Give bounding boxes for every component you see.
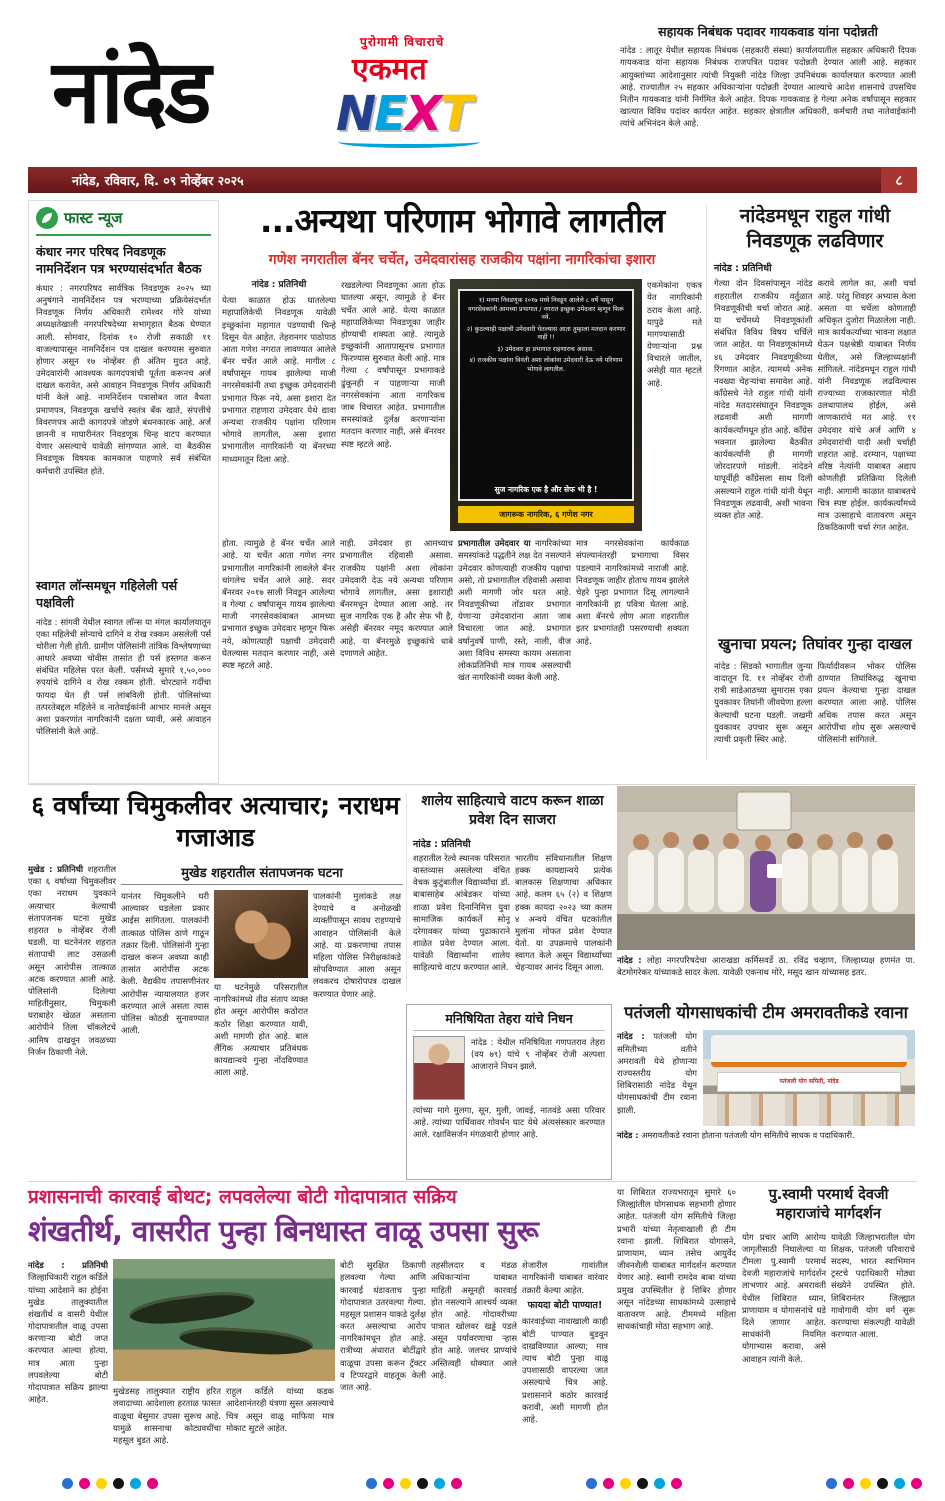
banner-yellow-strip: जागरूक नागरिक, ६ गणेश नगर (458, 506, 634, 523)
obituary-body-2: त्यांच्या मागे मुलगा, सून, मुली, जावई, नातवंडे असा परिवार आहे. त्यांच्या पार्थिवावर गोवर्धन घाट येथे अंत्यसंस्कार करण्यात आले. रक्षाविसर्जन मंगळवारी होणार आहे. (413, 1105, 605, 1140)
sand-column-4: तहसीलदार व मंडळ अधिकाऱ्यांना याबाबत माहिती असूनही कारवाई होत नसल्याने आश्चर्य व्यक्त होत आहे. गोदावरीच्या पात्रात खोलवर खड्डे पडले असून पर्यावरणाचा ऱ्हास होत आहे. जलचर प्राण्यांचे अस्तित्वही धोक्यात आले आहे. (431, 1260, 517, 1380)
fast-news-body-1: कंधार : नगरपरिषद सार्वत्रिक निवडणूक २०२५ च्या अनुषंगाने नामनिर्देशन पत्र भरण्याच्या प्रक्रियेसंदर्भात निवडणूक निर्णय अधिकारी रामेश्वर गोरे यांच्या अध्यक्षतेखाली नगरपरिषदेच्या सभागृहात बैठक घेण्यात आली. सोमवार, दिनांक १० रोजी सकाळी ११ वाजल्यापासून नामनिर्देशन पत्र दाखल करण्यास सुरुवात होणार असून १७ नोव्हेंबर ही अंतिम मुदत आहे. उमेदवारांनी आवश्यक कागदपत्रांची पूर्तता करूनच अर्ज दाखल करावेत, असे आवाहन निवडणूक निर्णय अधिकारी यांनी केले आहे. नामनिर्देशन पत्रासोबत जात वैधता प्रमाणपत्र, निवडणूक खर्चाचे स्वतंत्र बँक खाते, संपत्तीचे विवरणपत्र आदी कागदपत्रे जोडणे बंधनकारक आहे. अर्ज छाननी व माघारीनंतर निवडणूक चिन्ह वाटप करण्यात येणार असल्याचे यावेळी सांगण्यात आले. या बैठकीस निवडणूक विषयक कामकाज पाहणारे सर्व संबंधित कर्मचारी उपस्थित होते. (36, 282, 211, 476)
brief-headline: सहायक निबंधक पदावर गायकवाड यांना पदोन्नती (658, 24, 878, 39)
assault-column-3 (214, 890, 308, 1162)
leaf-icon (36, 207, 58, 229)
lead-story (222, 202, 702, 743)
lead-column-f-boldlead: प्रभागातील उमेदवार या (458, 538, 531, 549)
rahul-headline: नांदेडमधून राहुल गांधी निवडणूक लढविणार (739, 205, 891, 252)
lead-headline: ...अन्यथा परिणाम भोगावे लागतील (259, 201, 665, 240)
registration-dot (113, 1478, 124, 1489)
lead-column-a (222, 279, 336, 531)
edition-dateline: नांदेड, रविवार, दि. ०९ नोव्हेंबर २०२५ (72, 172, 244, 188)
next-letter-e: E (374, 86, 405, 142)
sand-column-5 (522, 1259, 608, 1459)
patanjali-intro-text: पतंजली योग समितीच्या वतीने अमरावती येथे होणाऱ्या राज्यस्तरीय योग शिबिरासाठी नांदेड येथून योगसाधकांची टीम रवाना झाली. (617, 1031, 697, 1115)
swami-column-1: योग प्रचार आणि आरोग्य जागृतीसाठी निघालेल्या या टीमला पु.स्वामी परमार्थ देवजी महाराजांचे मार्गदर्शन लाभणार आहे. अमरावती येथील शिबिरात ध्यान, प्राणायाम व योगासनांचे धडे दिले जाणार आहेत. साधकांनी नियमित योगाभ्यास करावा, असे आवाहन त्यांनी केले. (742, 1231, 826, 1364)
section-divider-bottom (28, 1181, 917, 1182)
registration-dot (894, 1478, 905, 1489)
sand-under-column-1: मुखेडसह तालुक्यात राष्ट्रीय हरित लवादाच्या आदेशाला हरताळ फासत वाळूचा बेसुमार उपसा सुरूच आहे. यामुळे शासनाचा कोट्यवधींचा महसूल बुडत आहे. (113, 1386, 221, 1445)
sand-dateline: नांदेड : प्रतिनिधी (28, 1260, 108, 1271)
obituary-headline: मनिषियिता तेहरा यांचे निधन (413, 1010, 605, 1031)
lead-column-d: होता. त्यामुळे हे बॅनर चर्चेत आले आहे. या चर्चेत आता गणेश नगर प्रभागातील नागरिकांनी लावलेले बॅनर चांगलेच चर्चेत आले आहे. सदर बॅनरवर २०१७ साली निवडून आलेल्या व गेल्या ८ वर्षांपासून गायब झालेल्या माजी नगरसेवकांबाबत आमच्या प्रभागात इच्छुक उमेदवार म्हणून फिरू नये, कोणत्याही पक्षाची उमेदवारी घेतल्यास मतदान करणार नाही, असे स्पष्ट म्हटले आहे. (222, 538, 335, 670)
swami-story (742, 1186, 915, 1461)
swami-columns (742, 1231, 915, 1461)
assault-middle-block (121, 863, 403, 1175)
registration-dot (826, 1478, 837, 1489)
boat-shape-2 (178, 1324, 313, 1357)
assault-column-1 (28, 863, 116, 1175)
patanjali-caption-lead: नांदेड : (617, 1130, 639, 1141)
obituary-row (413, 1036, 605, 1100)
registration-dot (79, 1478, 90, 1489)
banner-line-3: ३) उमेदवार हा प्रभागात राहणाराच असावा. (497, 345, 595, 353)
crime-column-2: फिर्यादीवरून भोकर पोलिस ठाण्यात तिघांविरुद्ध खुनाचा प्रयत्न केल्याचा गुन्हा दाखल करण्यात आला आहे. पोलिस अधिक तपास करत असून आरोपींचा शोध सुरू असल्याचे पोलिसांनी सांगितले. (817, 660, 916, 744)
school-columns (413, 852, 612, 992)
school-column-1: शहरातील रेल्वे स्थानक परिसरात वास्तव्यास असलेल्या वंचित वेचक कुटुंबातील विद्यार्थ्यांचा डॉ. बाबासाहेब आंबेडकर यांच्या शाळा प्रवेश दिनानिमित्त युवा सामाजिक कार्यकर्ते सोनू दरेगावकर यांच्या पुढाकाराने शाळेत प्रवेश देण्यात आला. यावेळी विद्यार्थ्यांना शालेय साहित्याचे वाटप करण्यात आले. (413, 852, 510, 973)
registration-dot (62, 1478, 73, 1489)
masthead-brand: एकमत (352, 52, 427, 87)
assault-middle-columns (121, 890, 403, 1162)
registration-dot (451, 1478, 462, 1489)
hands-photo (214, 890, 308, 978)
obituary-box (406, 1004, 612, 1180)
section-divider-top (28, 784, 917, 785)
assault-column-3-text: या घटनेमुळे परिसरातील नागरिकांमध्ये तीव्र संताप व्यक्त होत असून आरोपीस कठोरात कठोर शिक्षा करण्यात यावी, अशी मागणी होत आहे. बाल लैंगिक अत्याचार प्रतिबंधक कायद्यान्वये गुन्हा नोंदविण्यात आला आहे. (214, 982, 308, 1078)
next-letter-t: T (439, 86, 471, 142)
obituary-portrait-photo (413, 1036, 465, 1100)
promotion-brief-article (620, 24, 916, 166)
registration-dot (637, 1478, 648, 1489)
lead-column-e: नाही. उमेदवार हा आमच्याच प्रभागातील रहिवासी असावा. राजकीय पक्षांनी अशा लोकांना उमेदवारी देऊ नये अन्यथा परिणाम भोगावे लागतील, असा इशाराही बॅनरमधून देण्यात आला आहे. तर सुज नागरिक एक है और सेफ भी है, असेही बॅनरवर नमूद करण्यात आले आहे. या बॅनरमुळे इच्छुकांचे धाबे दणाणले आहेत. (340, 538, 453, 658)
patanjali-caption (617, 1130, 915, 1141)
print-registration-marks-left (62, 1478, 158, 1489)
sand-photo-block (113, 1259, 335, 1459)
school-dateline: नांदेड : प्रतिनिधी (413, 838, 471, 850)
registration-dot (366, 1478, 377, 1489)
lead-dateline: नांदेड : प्रतिनिधी (251, 280, 307, 291)
registration-dot (417, 1478, 428, 1489)
lead-column-c: एकमेकांना एकत्र येत नागरिकांनी ठराव केला आहे. यापुढे मते मागण्यासाठी येणाऱ्यांना प्रश्न विचारले जातील, असेही यात म्हटले आहे. (647, 280, 702, 388)
masthead-tagline: पुरोगामी विचाराचे (360, 35, 445, 49)
fast-news-header (36, 207, 211, 236)
school-story (406, 792, 612, 992)
date-bar (28, 167, 917, 193)
swami-column-2: यावेळी जिल्हाभरातील योग शिक्षक, पतंजली परिवाराचे सदस्य, भारत स्वाभिमान ट्रस्टचे पदाधिकारी मोठ्या संख्येने उपस्थित होते. शिबिरानंतर जिल्ह्यात गावोगावी योग वर्ग सुरू करण्याचा संकल्पही यावेळी करण्यात आला. (831, 1231, 915, 1340)
swami-headline: पु.स्वामी परमार्थ देवजी महाराजांचे मार्गदर्शन (768, 1187, 889, 1222)
fast-news-panel (28, 200, 219, 784)
right-column (706, 204, 916, 760)
sand-column-5-text-a: शेजारील गावांतील नागरिकांनी याबाबत वारंवार तक्रारी केल्या आहेत. (522, 1260, 608, 1295)
lead-column-b: रखडलेल्या निवडणूका आता होऊ घातल्या असून, त्यामुळे हे बॅनर चर्चेत आले आहे. येत्या काळात महापालिकेच्या निवडणूका जाहीर होण्याची शक्यता आहे. त्यामुळे इच्छुकांनी आतापासूनच प्रभागात फिरण्यास सुरुवात केली आहे. मात्र गेल्या ८ वर्षांपासून प्रभागाकडे ढुंकूनही न पाहणाऱ्या माजी नगरसेवकांना आता नागरिकच जाब विचारत आहेत. प्रभागातील समस्यांकडे दुर्लक्ष करणाऱ्यांना मतदान करणार नाही, असे बॅनरवर स्पष्ट म्हटले आहे. (341, 280, 445, 449)
boats-photo (113, 1259, 335, 1381)
print-registration-marks-right-center (586, 1478, 682, 1489)
assault-kicker: मुखेड शहरातील संतापजनक घटना (121, 863, 403, 885)
newspaper-title: नांदेड (52, 40, 209, 143)
banner-photo (450, 279, 642, 531)
patanjali-caption-text: अमरावतीकडे रवाना होताना पतंजली योग समितीचे साधक व पदाधिकारी. (641, 1130, 855, 1141)
assault-body (28, 863, 403, 1175)
registration-dot (620, 1478, 631, 1489)
fast-news-label: फास्ट न्यूज (64, 209, 123, 227)
rahul-columns (714, 277, 916, 625)
registration-dot (130, 1478, 141, 1489)
lead-top-row (222, 279, 702, 531)
sand-mining-story (28, 1186, 613, 1459)
patanjali-continuation-column: या शिबिरात राज्यभरातून सुमारे ६० जिल्ह्यांतील योगसाधक सहभागी होणार आहेत. पतंजली योग समितीचे जिल्हा प्रभारी यांच्या नेतृत्वाखाली ही टीम रवाना झाली. शिबिरात योगासने, प्राणायाम, ध्यान तसेच आयुर्वेद जीवनशैली याबाबत मार्गदर्शन करण्यात येणार आहे. स्वामी रामदेव बाबा यांच्या प्रमुख उपस्थितीत हे शिबिर होणार असून नांदेडच्या साधकांमध्ये उत्साहाचे वातावरण आहे. टीममध्ये महिला साधकांचाही मोठा सहभाग आहे. (617, 1187, 736, 1332)
registration-dot (860, 1478, 871, 1489)
registration-dot (877, 1478, 888, 1489)
banner-slogan: सुज नागरिक एक है और सेफ भी है ! (494, 485, 598, 495)
patanjali-headline: पतंजली योगसाधकांची टीम अमरावतीकडे रवाना (624, 1003, 908, 1022)
registration-dot (586, 1478, 597, 1489)
sand-headline: शंखतीर्थ, वासरीत पुन्हा बिनधास्त वाळू उपसा सुरू (28, 1213, 539, 1248)
registration-dot (671, 1478, 682, 1489)
sand-under-column-2: राहुल कर्डिले यांच्या कडक आदेशानंतरही यंत्रणा सुस्त असल्याचे चित्र असून वाळू माफिया मात्र मोकाट सुटले आहेत. (226, 1386, 334, 1433)
page-number: ८ (881, 167, 917, 193)
obituary-body-1: नांदेड : येथील मनिषियिता गणपतराव तेहरा (वय ७९) यांचे ९ नोव्हेंबर रोजी अल्पशा आजाराने निधन झाले. (471, 1037, 605, 1072)
group-photo (617, 786, 915, 950)
next-swoosh-decoration (338, 136, 480, 148)
assault-story (28, 790, 403, 1175)
patanjali-people-row (703, 1094, 915, 1126)
assault-column-2: यानंतर चिमुकलीने घरी आल्यावर घडलेला प्रकार आईस सांगितला. पालकांनी तात्काळ पोलिस ठाणे गाठून तक्रार दिली. पोलिसांनी गुन्हा दाखल करून अवघ्या काही तासांत आरोपीस अटक केली. वैद्यकीय तपासणीनंतर आरोपीस न्यायालयात हजर करण्यात आले असता त्यास पोलिस कोठडी सुनावण्यात आली. (121, 891, 209, 1036)
registration-dot (843, 1478, 854, 1489)
lead-subhead: गणेश नगरातील बॅनर चर्चेत, उमेदवारांसह राजकीय पक्षांना नागरिकांचा इशारा (268, 251, 656, 268)
next-logo (336, 86, 471, 142)
banner-line-2: २) कुठल्याही पक्षाची उमेदवारी घेतल्यास आता तुम्हाला मतदान करणार नाही !! (466, 325, 626, 342)
banner-line-1: १) मनपा निवडणूक २०१७ मध्ये निवडून आलेले ८ वर्षे पासून नगरसेवकांनी आमच्या प्रभागात / नगरात इच्छुक उमेदवार म्हणून फिरू नये. (468, 297, 624, 322)
assault-dateline: मुखेड : प्रतिनिधी (28, 864, 84, 874)
group-photo-caption (617, 954, 915, 978)
registration-dot (96, 1478, 107, 1489)
brief-body: नांदेड : लातूर येथील सहायक निबंधक (सहकारी संस्था) कार्यालयातील सहकार अधिकारी दिपक गायकवाड यांना सहायक निबंधक राजपत्रित पदावर पदोन्नती देण्यात आली आहे. सहकार आयुक्तांच्या आदेशानुसार त्यांची नियुक्ती नांदेड जिल्हा उपनिबंधक कार्यालयात करण्यात आली आहे. राज्यातील २५ सहकार अधिकाऱ्यांना पदोन्नती देण्यात आल्याचे आदेश शासनाचे उपसचिव नितीन गायकवाड यांनी निर्गमित केले आहेत. दिपक गायकवाड हे गेल्या अनेक वर्षांपासून सहकार खात्यात विविध पदांवर कार्यरत आहेत. सहकार क्षेत्रातील अधिकारी, कर्मचारी तथा नातेवाईकांनी त्यांचे अभिनंदन केले आहे. (620, 45, 916, 129)
next-letter-x: X (404, 86, 440, 142)
boat-shape-1 (128, 1288, 256, 1329)
registration-dot (434, 1478, 445, 1489)
rahul-dateline: नांदेड : प्रतिनिधी (714, 263, 772, 275)
lead-column-a-text: येत्या काळात होऊ घातलेल्या महापालिकेची निवडणूक यावेळी इच्छुकांना महागात पडण्याची चिन्हे दिसून येत आहेत. तेहरानगर पाठोपाठ आता गणेश नगरात लावण्यात आलेले बॅनर चर्चेत आले आहे. मागील ८ वर्षांपासून गायब झालेल्या माजी नगरसेवकांनी तथा इच्छुक उमेदवारांनी प्रभागात फिरू नये, असा इशारा देत प्रभागात राहणारा उमेदवार येथे द्यावा अन्यथा राजकीय पक्षांना परिणाम भोगावे लागतील, असा इशारा प्रभागातील नागरिकांनी या बॅनरच्या माध्यमातून दिला आहे. (222, 295, 336, 464)
crime-columns (714, 660, 916, 760)
lead-column-g: मात्र नगरसेवकांना कार्यकाळ संपल्यानंतरही प्रभागाचा विसर पडल्याने नागरिकांमध्ये नाराजी आहे. निवडणूक जाहीर होताच गायब झालेले चेहरे पुन्हा प्रभागात दिसू लागल्याने नागरिकांनी हा पवित्रा घेतला आहे. अशा बॅनरचे लोण आता शहरातील इतर प्रभागांतही पसरण्याची शक्यता आहे. (576, 538, 689, 646)
registration-dot (383, 1478, 394, 1489)
lead-column-f-text: नागरिकांच्या समस्यांकडे पद्धतीने लक्ष देत नसल्याने उमेदवार कोणत्याही राजकीय पक्षाचा असो, तो प्रभागातील रहिवासी असावा अशी मागणी जोर धरत आहे. निवडणूकीच्या तोंडावर प्रभागात येणाऱ्या उमेदवारांना आता जाब विचारला जात आहे. प्रभागात वर्षानुवर्षे पाणी, रस्ते, नाली, वीज अशा विविध समस्या कायम असताना लोकप्रतिनिधी मात्र गायब असल्याची खंत नागरिकांनी व्यक्त केली आहे. (458, 538, 571, 683)
registration-dot (654, 1478, 665, 1489)
school-column-2: भारतीय संविधानातील शिक्षण हक्क कायद्यान्वये प्रत्येक बालकास शिक्षणाचा अधिकार आहे. कलम ६५ (२) व शिक्षण हक्क कायदा २०२३ च्या कलम ४ अन्वये वंचित घटकांतील मुलांना मोफत प्रवेश देण्यात येतो. या उपक्रमाचे पालकांनी स्वागत केले असून विद्यार्थ्यांच्या चेहऱ्यावर आनंद दिसून आला. (515, 852, 612, 973)
registration-dot (911, 1478, 922, 1489)
patanjali-story (617, 1002, 915, 1142)
sand-column-5-text-b: कारवाईच्या नावाखाली काही बोटी पाण्यात बुडवून दाखविण्यात आल्या; मात्र त्याच बोटी पुन्हा वाळू उपशासाठी वापरल्या जात असल्याचे चित्र आहे. प्रशासनाने कठोर कारवाई करावी, अशी मागणी होत आहे. (522, 1316, 608, 1424)
group-photo-illustration (617, 786, 915, 950)
bus-shape (711, 1035, 907, 1067)
sand-subhead: फायदा बोटी पाण्यात! (527, 1299, 603, 1311)
patanjali-row (617, 1030, 915, 1126)
patanjali-photo (703, 1030, 915, 1126)
sand-body (28, 1259, 613, 1459)
sand-under-photo-columns (113, 1385, 335, 1457)
patanjali-dateline: नांदेड : (617, 1031, 645, 1042)
sand-strapline: प्रशासनाची कारवाई बोथट; लपवलेल्या बोटी गोदापात्रात सक्रिय (28, 1186, 457, 1208)
assault-column-1-text: शहरातील एका ६ वर्षाच्या चिमुकलीवर एका नराधम युवकाने अत्याचार केल्याची संतापजनक घटना मुखेड शहरात ७ नोव्हेंबर रोजी घडली. या घटनेनंतर शहरात संतापाची लाट उसळली असून आरोपीस तात्काळ अटक करण्यात आली आहे. पोलिसांनी दिलेल्या माहितीनुसार, चिमुकली घराबाहेर खेळत असताना आरोपीने तिला चॉकलेटचे आमिष दाखवून जवळच्या निर्जन ठिकाणी नेले. (28, 864, 116, 1057)
next-letter-n: N (336, 86, 375, 142)
registration-dot (147, 1478, 158, 1489)
group-photo-caption-text: लोहा नगरपरिषदेचा आराखडा कर्मिसवर्डे ठा. रविंद्र चव्हाण, जिल्हाध्यक्ष हणमंत पा. बेटमोगरेकर यांच्याकडे सादर केला. यावेळी एकनाथ मोरे, मसूद खान यांच्यासह इतर. (617, 955, 915, 978)
lead-column-f (458, 537, 571, 743)
patanjali-intro-column (617, 1030, 697, 1126)
registration-dot (603, 1478, 614, 1489)
lead-bottom-row (222, 537, 702, 743)
rahul-column-1: गेल्या दोन दिवसांपासून नांदेड शहरातील राजकीय वर्तुळात निवडणूकीची चर्चा जोरात आहे. या चर्चेमध्ये निवडणूकांशी संबंधित विविध विषय चर्चिले जात आहेत. या निवडणूकांमध्ये ४६ उमेदवार निवडणूकीच्या रिंगणात आहेत. त्यामध्ये अनेक नवख्या चेहऱ्यांचा समावेश आहे. काँग्रेसचे नेते राहुल गांधी यांनी नांदेड मतदारसंघातून निवडणूक लढवावी अशी मागणी कार्यकर्त्यांमधून होत आहे. काँग्रेस भवनात झालेल्या बैठकीत कार्यकर्त्यांनी ही मागणी जोरदारपणे मांडली. नांदेडने यापूर्वीही काँग्रेसला साथ दिली असल्याने राहुल गांधी यांनी येथून निवडणूक लढवावी, अशी भावना व्यक्त होत आहे. (714, 278, 813, 520)
sand-column-3: बोटी सुरक्षित ठिकाणी हलवल्या गेल्या आणि कारवाई थंडावताच पुन्हा गोदापात्रात उतरवल्या गेल्या. महसूल प्रशासन याकडे दुर्लक्ष करत असल्याचा आरोप नागरिकांमधून होत आहे. रात्रीच्या अंधारात बोटींद्वारे वाळूचा उपसा करून ट्रॅक्टर व टिप्परद्वारे वाहतूक केली जात आहे. (340, 1260, 426, 1393)
fast-news-headline-2: स्वागत लॉन्समधून गहिलेली पर्स पक्षविली (36, 577, 178, 610)
school-headline: शालेय साहित्याचे वाटप करून शाळा प्रवेश दिन साजरा (421, 793, 604, 828)
print-registration-marks-right (826, 1478, 922, 1489)
group-photo-caption-lead: नांदेड : (617, 955, 642, 965)
assault-headline: ६ वर्षांच्या चिमुकलीवर अत्याचार; नराधम गजाआड (31, 791, 400, 852)
fast-news-headline-1: कंधार नगर परिषद निवडणूक नामनिर्देशन पत्र भरण्यासंदर्भात बैठक (36, 244, 202, 276)
assault-column-4: पालकांनी मुलांकडे लक्ष देण्याचे व अनोळखी व्यक्तींपासून सावध राहण्याचे आवाहन पोलिसांनी केले आहे. या प्रकरणाचा तपास महिला पोलिस निरीक्षकांकडे सोपविण्यात आला असून लवकरच दोषारोपपत्र दाखल करण्यात येणार आहे. (313, 891, 401, 999)
patanjali-banner-text: पतंजली योग समिती, नांदेड (717, 1072, 901, 1092)
crime-column-1: नांदेड : सिडको भागातील जुन्या वादातून दि. ११ नोव्हेंबर रोजी रात्री साडेआठच्या सुमारास एका युवकावर तिघांनी जीवघेणा हल्ला केल्याची घटना घडली. जखमी युवकावर उपचार सुरू असून त्याची प्रकृती स्थिर आहे. (714, 660, 813, 744)
banner-line-4: ४) राजकीय पक्षांना विनंती अशा लोकांना उमेदवारी देऊ नये परिणाम भोगावे लागतील. (469, 357, 623, 373)
banner-text-board (458, 289, 634, 501)
sand-column-1 (28, 1259, 108, 1459)
rahul-column-2: करावे लागेल का, अशी चर्चा आहे. परंतु शिवहर अभ्यास केला असता या चर्चेला कोणताही अधिकृत दुजोरा मिळालेला नाही. मात्र कार्यकर्त्यांच्या भावना लक्षात घेऊन पक्षश्रेष्ठी याबाबत निर्णय घेतील, असे जिल्हाध्यक्षांनी सांगितले. नांदेडमधून राहुल गांधी यांनी निवडणूक लढविल्यास राज्याच्या राजकारणात मोठी उलथापालथ होईल, असे जाणकारांचे मत आहे. ११ उमेदवार यांचे अर्ज आणि ४ उमेदवारांची यादी अशी चर्चाही शहरात आहे. दरम्यान, पक्षाच्या वरिष्ठ नेत्यांनी याबाबत अद्याप कोणतीही प्रतिक्रिया दिलेली नाही. आगामी काळात याबाबतचे चित्र स्पष्ट होईल. कार्यकर्त्यांमध्ये मात्र उत्साहाचे वातावरण असून ठिकठिकाणी चर्चा रंगत आहेत. (817, 278, 916, 533)
print-registration-marks-center (366, 1478, 462, 1489)
crime-headline: खुनाचा प्रयत्न; तिघांवर गुन्हा दाखल (718, 635, 912, 654)
registration-dot (400, 1478, 411, 1489)
fast-news-body-2: नांदेड : सांगवी येथील स्वागत लॉन्स या मंगल कार्यालयातून एका महिलेची सोन्याचे दागिने व रोख रक्कम असलेली पर्स चोरीला गेली होती. ग्रामीण पोलिसांनी तांत्रिक विश्लेषणाच्या आधारे अवघ्या चोवीस तासांत ही पर्स हस्तगत करून संबंधित महिलेस परत केली. पर्समध्ये सुमारे १,५०,००० रुपयांचे दागिने व रोख रक्कम होती. चोरट्याने गर्दीचा फायदा घेत ही पर्स लांबविली होती. पोलिसांच्या तत्परतेबद्दल महिलेने व नातेवाईकांनी आभार मानले असून अशा प्रकरणांत नागरिकांनी दक्षता घ्यावी, असे आवाहन पोलिसांनी केले आहे. (36, 616, 211, 737)
sand-column-1-text: जिल्हाधिकारी राहुल कर्डिले यांच्या आदेशाने का होईना मुखेड तालुक्यातील शंखतीर्थ व वासरी येथील गोदापात्रातील वाळू उपसा करणाऱ्या बोटी जप्त करण्यात आल्या होत्या. मात्र आता पुन्हा लपवलेल्या बोटी गोदापात्रात सक्रिय झाल्या आहेत. (28, 1272, 108, 1405)
